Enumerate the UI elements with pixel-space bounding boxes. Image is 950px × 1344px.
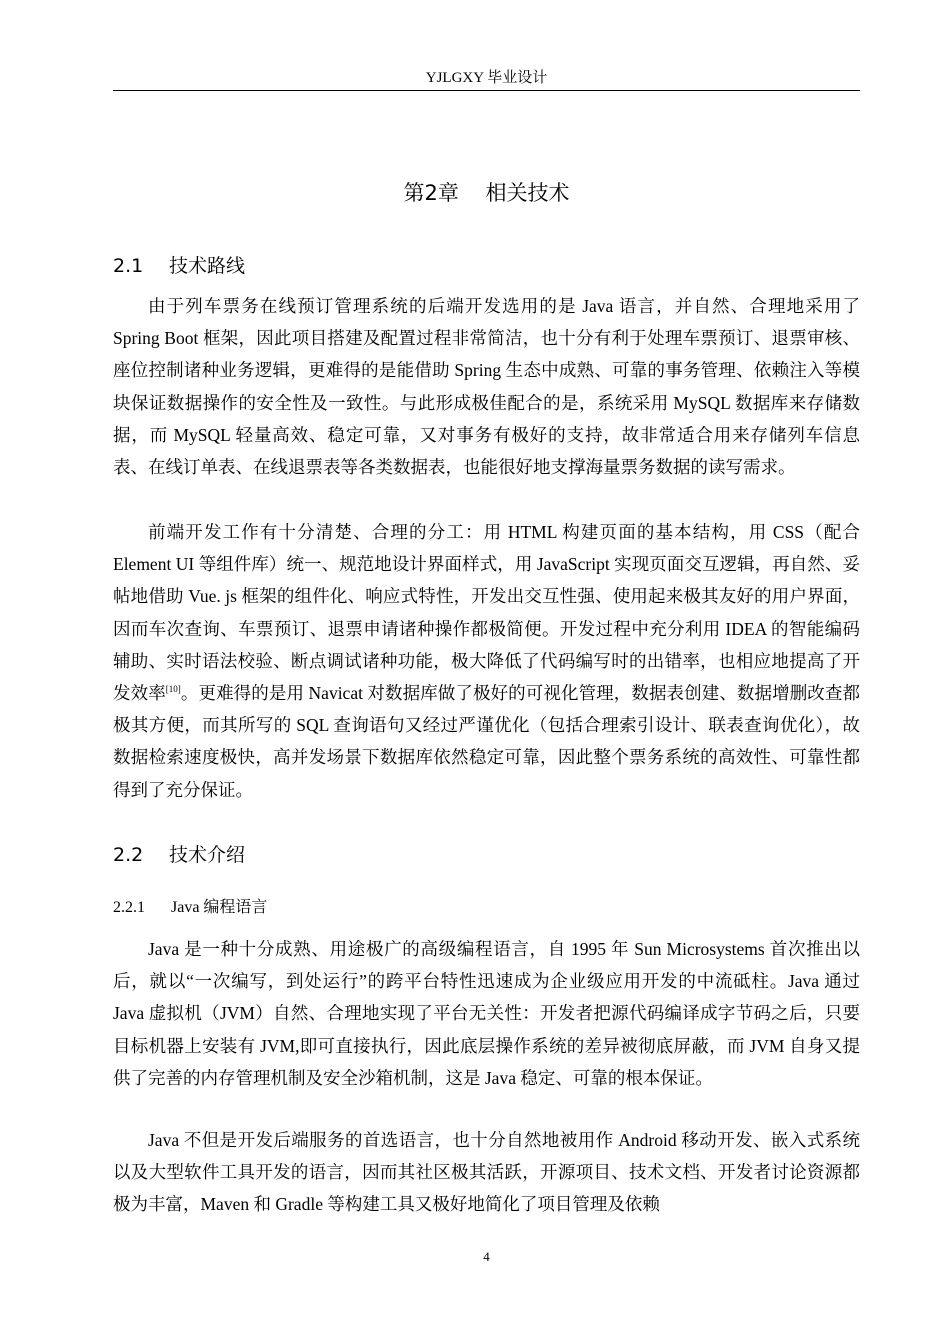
section-number: 2.1	[113, 255, 144, 277]
section-heading-2-2	[113, 842, 245, 868]
subsection-number: 2.2.1	[113, 899, 145, 916]
paragraph-technical-route-2	[113, 516, 860, 806]
paragraph-java-2: Java 不但是开发后端服务的首选语言，也十分自然地被用作 Android 移动开发、嵌入式系统以及大型软件工具开发的语言，因而其社区极其活跃，开源项目、技术文档、开发者讨论资源都极为丰富，Maven 和 Gradle 等构建工具又极好地简化了项目管理及依赖	[113, 1130, 860, 1215]
section-title: 技术路线	[169, 255, 246, 277]
paragraph-text: 前端开发工作有十分清楚、合理的分工：用 HTML 构建页面的基本结构，用 CSS（配合 Element UI 等组件库）统一、规范地设计界面样式，用 JavaScript 实现页面交互逻辑，再自然、妥帖地借助 Vue. js 框架的组件化、响应式特性，开发出交互性强、使用起来极其友好的用户界面，因而车次查询、车票预订、退票申请诸种操作都极简便。开发过程中充分利用 IDEA 的智能编码辅助、实时语法校验、断点调试诸种功能，极大降低了代码编写时的出错率，也相应地提高了开发效率	[113, 522, 860, 704]
paragraph-technical-route-1: 由于列车票务在线预订管理系统的后端开发选用的是 Java 语言，并自然、合理地采用了 Spring Boot 框架，因此项目搭建及配置过程非常简洁，也十分有利于处理车票预订、退票审核、座位控制诸种业务逻辑，更难得的是能借助 Spring 生态中成熟、可靠的事务管理、依赖注入等模块保证数据操作的安全性及一致性。与此形成极佳配合的是，系统采用 MySQL 数据库来存储数据，而 MySQL 轻量高效、稳定可靠，又对事务有极好的支持，故非常适合用来存储列车信息表、在线订单表、在线退票表等各类数据表，也能很好地支撑海量票务数据的读写需求。	[113, 296, 860, 478]
subsection-title: Java 编程语言	[171, 899, 268, 916]
paragraph-text-continued: 。更难得的是用 Navicat 对数据库做了极好的可视化管理，数据表创建、数据增删改查都极其方便，而其所写的 SQL 查询语句又经过严谨优化（包括合理索引设计、联表查询优化），故数据检索速度极快，高并发场景下数据库依然稳定可靠，因此整个票务系统的高效性、可靠性都得到了充分保证。	[113, 683, 860, 800]
header-divider	[113, 90, 860, 91]
section-heading-2-1	[113, 253, 245, 279]
page-header: YJLGXY 毕业设计	[425, 70, 548, 86]
paragraph-java-1: Java 是一种十分成熟、用途极广的高级编程语言，自 1995 年 Sun Microsystems 首次推出以后，就以“一次编写，到处运行”的跨平台特性迅速成为企业级应用开发的中流砥柱。Java 通过 Java 虚拟机（JVM）自然、合理地实现了平台无关性：开发者把源代码编译成字节码之后，只要目标机器上安装有 JVM,即可直接执行，因此底层操作系统的差异被彻底屏蔽，而 JVM 自身又提供了完善的内存管理机制及安全沙箱机制，这是 Java 稳定、可靠的根本保证。	[113, 939, 860, 1088]
section-number: 2.2	[113, 844, 144, 866]
section-title: 技术介绍	[169, 844, 246, 866]
citation-reference: [10]	[165, 684, 181, 695]
subsection-heading-2-2-1	[113, 896, 267, 920]
chapter-title: 第2章 相关技术	[403, 181, 570, 205]
page-number: 4	[483, 1249, 490, 1264]
